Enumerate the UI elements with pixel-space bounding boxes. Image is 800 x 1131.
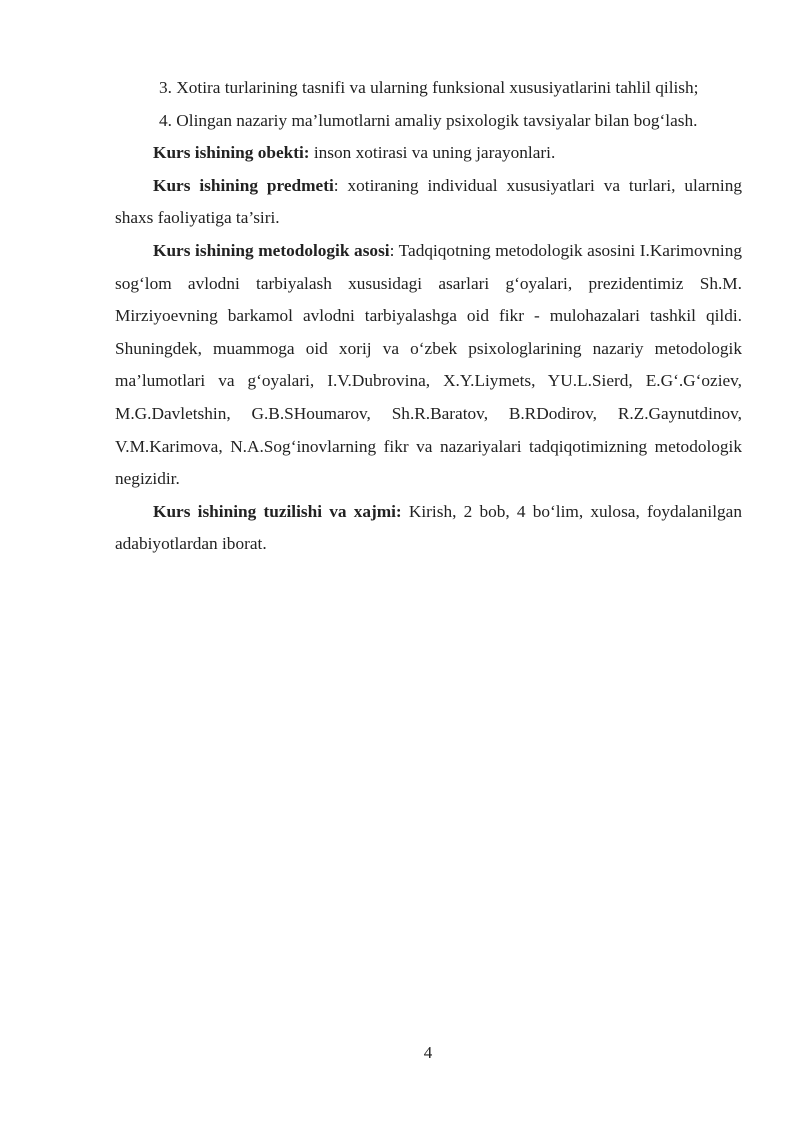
object-text: inson xotirasi va uning jarayonlari. [309,143,556,163]
task-item-3: 3. Xotira turlarining tasnifi va ularning funksional xususiyatlarini tahlil qilish; [159,78,699,97]
structure-label: Kurs ishining tuzilishi va xajmi: [153,501,402,521]
page-content [115,72,742,561]
task-item-4: 4. Olingan nazariy ma’lumotlarni amaliy psixologik tavsiyalar bilan bog‘lash. [159,110,698,130]
subject-text: : xotiraning individual xususiyatlari va turlari, ularning shaxs faoliyatiga ta’siri. [115,175,742,228]
methodology-paragraph [115,235,742,496]
structure-paragraph [115,496,742,561]
methodology-text: : Tadqiqotning metodologik asosini I.Karimovning sog‘lom avlodni tarbiyalash xususidagi asarlari g‘oyalari, prezidentimiz Sh.M. Mirziyoevning barkamol avlodni tarbiyalashga oid fikr - mulohazalari tashkil qildi. Shuningdek, muammoga oid xorij va o‘zbek psixologlarining nazariy metodologik ma’lumotlari va g‘oyalari, I.V.Dubrovina, X.Y.Liymets, YU.L.Sierd, E.G‘.G‘oziev, M.G.Davletshin, G.B.SHoumarov, Sh.R.Baratov, B.RDodirov, R.Z.Gaynutdinov, V.M.Karimova, N.A.Sog‘inovlarning fikr va nazariyalari tadqiqotimizning metodologik negizidir. [115,240,742,489]
methodology-label: Kurs ishining metodologik asosi [153,240,390,260]
object-paragraph [115,137,742,170]
page-number: 4 [423,1043,433,1062]
structure-text: Kirish, 2 bob, 4 bo‘lim, xulosa, foydalanilgan adabiyotlardan iborat. [115,501,742,554]
subject-label: Kurs ishining predmeti [153,175,334,195]
subject-paragraph [115,170,742,235]
object-label: Kurs ishining obekti: [153,143,310,163]
